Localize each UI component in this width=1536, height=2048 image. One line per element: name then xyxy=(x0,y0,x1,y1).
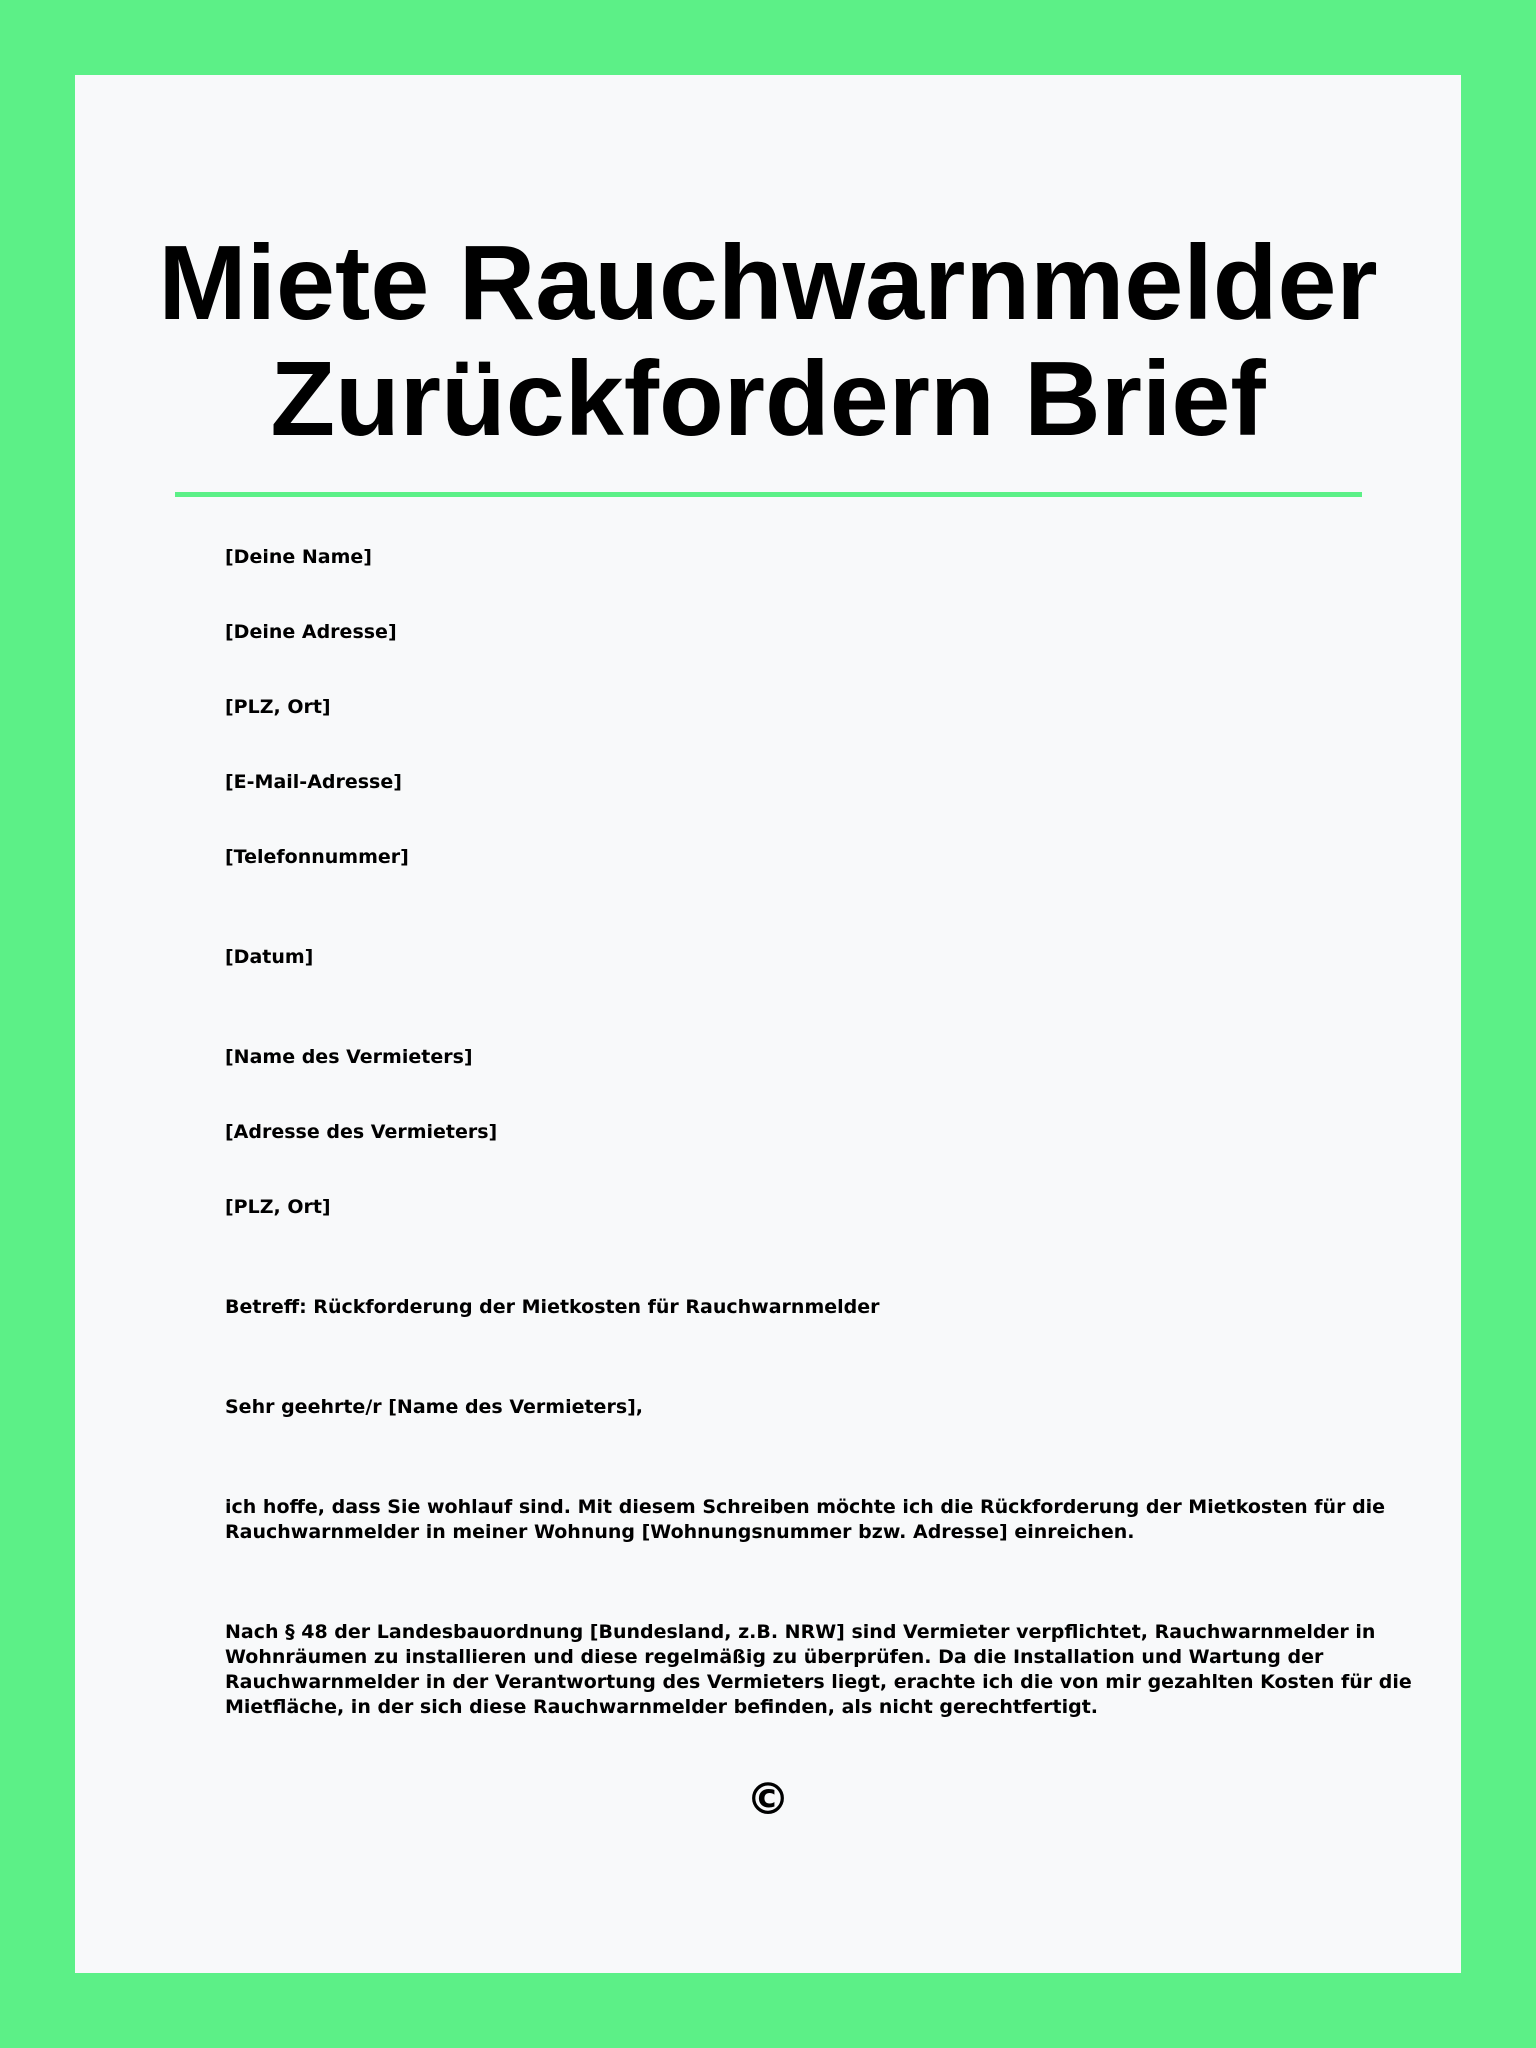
paragraph-1-line: Rauchwarnmelder in meiner Wohnung [Wohnungsnummer bzw. Adresse] einreichen. xyxy=(225,1521,1135,1543)
sender-email: [E-Mail-Adresse] xyxy=(225,771,402,793)
letter-date: [Datum] xyxy=(225,946,314,968)
paragraph-1 xyxy=(225,1495,1386,1545)
recipient-name: [Name des Vermieters] xyxy=(225,1046,473,1068)
title-line-1: Miete Rauchwarnmelder xyxy=(158,224,1378,342)
paragraph-2-line: Rauchwarnmelder in der Verantwortung des Vermieters liegt, erachte ich die von mir gezahlten Kosten für die xyxy=(225,1671,1412,1693)
recipient-address: [Adresse des Vermieters] xyxy=(225,1121,498,1143)
letter-subject: Betreff: Rückforderung der Mietkosten für Rauchwarnmelder xyxy=(225,1296,880,1318)
copyright-icon: © xyxy=(746,1774,790,1825)
sender-name: [Deine Name] xyxy=(225,546,372,568)
paragraph-2 xyxy=(225,1620,1412,1720)
paragraph-2-line: Mietfläche, in der sich diese Rauchwarnmelder befinden, als nicht gerechtfertigt. xyxy=(225,1696,1099,1718)
paragraph-2-line: Nach § 48 der Landesbauordnung [Bundesland, z.B. NRW] sind Vermieter verpflichtet, Rauchwarnmelder in xyxy=(225,1621,1376,1643)
document-page xyxy=(75,75,1461,1973)
paragraph-2-line: Wohnräumen zu installieren und diese regelmäßig zu überprüfen. Da die Installation und Wartung der xyxy=(225,1646,1324,1668)
document-title xyxy=(75,225,1461,457)
title-line-2: Zurückfordern Brief xyxy=(270,340,1266,458)
sender-city: [PLZ, Ort] xyxy=(225,696,331,718)
sender-phone: [Telefonnummer] xyxy=(225,846,409,868)
title-divider xyxy=(175,492,1362,497)
letter-salutation: Sehr geehrte/r [Name des Vermieters], xyxy=(225,1396,644,1418)
sender-address: [Deine Adresse] xyxy=(225,621,397,643)
paragraph-1-line: ich hoffe, dass Sie wohlauf sind. Mit diesem Schreiben möchte ich die Rückforderung der Mietkosten für die xyxy=(225,1496,1386,1518)
recipient-city: [PLZ, Ort] xyxy=(225,1196,331,1218)
